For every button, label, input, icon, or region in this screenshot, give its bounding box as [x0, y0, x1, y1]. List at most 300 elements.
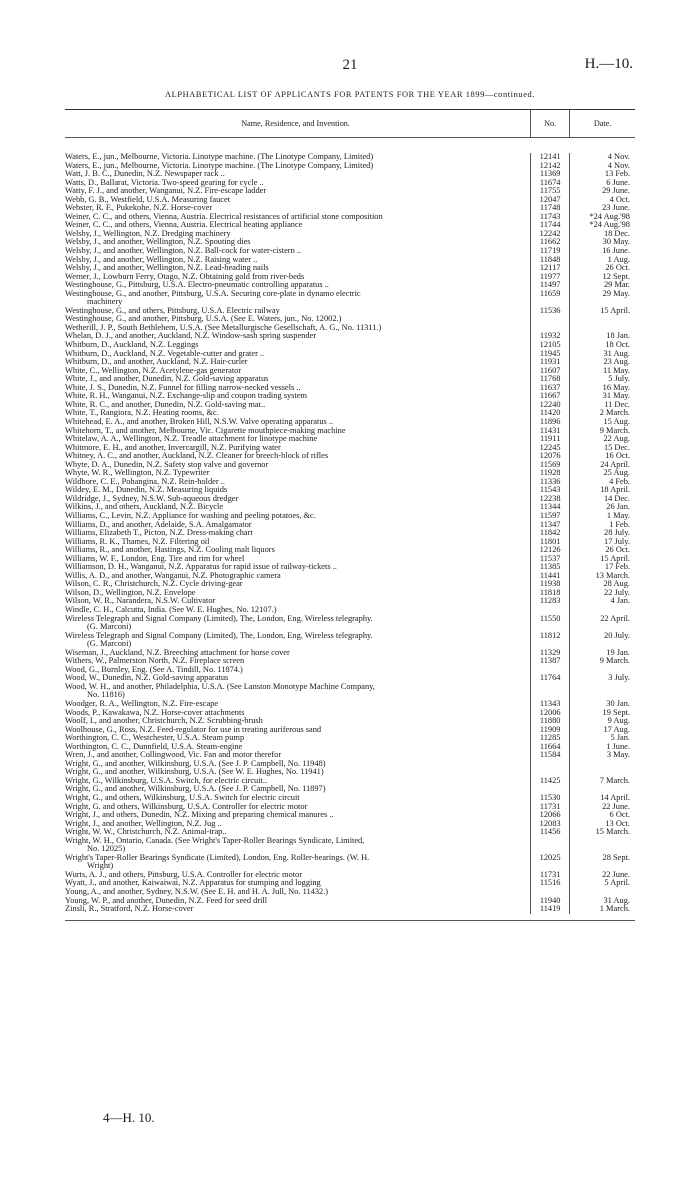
- patent-date: [569, 683, 635, 700]
- patent-number: 11420: [530, 409, 569, 418]
- patent-date: 24 April.: [569, 461, 635, 470]
- applicant-cell: [65, 290, 530, 307]
- patent-date: 4 Nov.: [569, 162, 635, 171]
- patent-date: 4 Feb.: [569, 478, 635, 487]
- patent-number: 11768: [530, 375, 569, 384]
- table-row: [65, 597, 635, 606]
- applicant-cell: [65, 683, 530, 700]
- applicant-text: Whitburn, D., Auckland, N.Z. Leggings: [65, 341, 199, 350]
- patent-date: 16 May.: [569, 384, 635, 393]
- patent-date: 26 Jan.: [569, 503, 635, 512]
- table-row: [65, 290, 635, 307]
- applicant-cell: [65, 811, 530, 820]
- table-row: [65, 683, 635, 700]
- applicant-text: Wright's Taper-Roller Bearings Syndicate (Limited), London, Eng. Roller-bearings. (W. H.: [65, 853, 370, 862]
- applicant-cell: [65, 469, 530, 478]
- patent-number: 11719: [530, 247, 569, 256]
- applicant-cell: [65, 409, 530, 418]
- applicant-cell: [65, 375, 530, 384]
- applicant-text: Wright, G., and another, Wilkinsburg, U.S.A. (See W. E. Hughes, No. 11941): [65, 768, 324, 777]
- patent-number: 11842: [530, 529, 569, 538]
- table-body: [65, 138, 635, 920]
- table-row: [65, 828, 635, 837]
- column-header-date: Date.: [569, 110, 635, 137]
- applicant-text: Wright, G., and others, Wilkinsburg, U.S.A. Switch for electric circuit: [65, 794, 300, 803]
- patent-number: 12238: [530, 495, 569, 504]
- applicant-cell: [65, 666, 530, 675]
- applicant-text: Windle, C. H., Calcutta, India. (See W. E. Hughes, No. 12107.): [65, 605, 277, 614]
- patent-number: 12126: [530, 546, 569, 555]
- patent-number: 11441: [530, 572, 569, 581]
- applicant-cell: [65, 187, 530, 196]
- applicant-cell: [65, 837, 530, 854]
- applicant-cell: [65, 751, 530, 760]
- applicant-cell: [65, 674, 530, 683]
- applicant-text: White, T., Rangiora, N.Z. Heating rooms, &c.: [65, 409, 219, 418]
- patent-date: 28 Aug.: [569, 580, 635, 589]
- applicant-text: Young, A., and another, Sydney, N.S.W. (See E. H. and H. A. Jull, No. 11432.): [65, 888, 329, 897]
- patent-date: 28 Sept.: [569, 854, 635, 871]
- applicant-text: Williams, W. F., London, Eng. Tire and rim for wheel: [65, 554, 245, 563]
- applicant-text: Westinghouse, G., and another, Pittsburg, U.S.A. (See E. Waters, jun., No. 12002.): [65, 315, 342, 324]
- applicant-cell: [65, 546, 530, 555]
- applicant-cell: [65, 264, 530, 273]
- patent-date: *24 Aug.'98: [569, 213, 635, 222]
- applicant-cell: [65, 820, 530, 829]
- applicant-cell: [65, 555, 530, 564]
- applicant-text: White, J., and another, Dunedin, N.Z. Gold-saving apparatus: [65, 375, 269, 384]
- patent-number: 11664: [530, 743, 569, 752]
- patent-date: 2 March.: [569, 409, 635, 418]
- applicant-cell: [65, 606, 530, 615]
- applicant-text: Wilson, C. R., Christchurch, N.Z. Cycle driving-gear: [65, 580, 243, 589]
- applicant-cell: [65, 367, 530, 376]
- patent-date: 6 Oct.: [569, 811, 635, 820]
- patent-number: 11896: [530, 418, 569, 427]
- patent-date: 22 June.: [569, 871, 635, 880]
- applicant-text: Werner, J., Lowburn Ferry, Otago, N.Z. Obtaining gold from river-beds: [65, 272, 305, 281]
- applicant-cell: [65, 768, 530, 777]
- patent-number: 11812: [530, 632, 569, 649]
- applicant-cell: [65, 529, 530, 538]
- applicant-cell: [65, 597, 530, 606]
- patent-number: 11385: [530, 563, 569, 572]
- applicant-text: Wetherill, J. P., South Bethlehem, U.S.A. (See Metallurgische Gesellschaft, A. G., No. 11311.): [65, 323, 382, 332]
- applicant-cell: [65, 213, 530, 222]
- applicant-cell: [65, 785, 530, 794]
- applicant-cell: [65, 478, 530, 487]
- applicant-text: Whitmore, E. H., and another, Invercargill, N.Z. Purifying water: [65, 443, 281, 452]
- applicant-cell: [65, 341, 530, 350]
- applicant-cell: [65, 273, 530, 282]
- applicant-text: Williams, R., and another, Hastings, N.Z. Cooling malt liquors: [65, 546, 275, 555]
- applicant-text: Willis, A. D., and another, Wanganui, N.Z. Photographic camera: [65, 571, 281, 580]
- patent-number: 11550: [530, 615, 569, 632]
- table-row: [65, 751, 635, 760]
- table-row: [65, 837, 635, 854]
- patent-number: 12025: [530, 854, 569, 871]
- applicant-text: Welsby, J., and another, Wellington, N.Z. Lead-heading nails: [65, 264, 269, 273]
- applicant-cell: [65, 281, 530, 290]
- patent-number: 11931: [530, 358, 569, 367]
- applicant-text: Wildey, E. M., Dunedin, N.Z. Measuring liquids: [65, 486, 228, 495]
- applicant-cell: [65, 350, 530, 359]
- patent-number: 12242: [530, 230, 569, 239]
- page-number: 21: [342, 57, 358, 73]
- applicant-cell: [65, 828, 530, 837]
- applicant-text: Wright, J., and another, Wellington, N.Z. Jug ..: [65, 819, 222, 828]
- table-row: [65, 307, 635, 316]
- applicant-cell: [65, 307, 530, 316]
- patent-date: 13 Feb.: [569, 170, 635, 179]
- applicant-text: Whitehead, E. A., and another, Broken Hill, N.S.W. Valve operating apparatus ..: [65, 417, 334, 426]
- patent-number: 11977: [530, 273, 569, 282]
- patent-number: 11940: [530, 897, 569, 906]
- patent-date: 15 Aug.: [569, 418, 635, 427]
- patent-date: 4 Nov.: [569, 153, 635, 162]
- patent-date: 31 Aug.: [569, 897, 635, 906]
- applicant-text: Wright, W. H., Ontario, Canada. (See Wright's Taper-Roller Bearings Syndicate, Limited,: [65, 836, 365, 845]
- patent-number: 11607: [530, 367, 569, 376]
- patent-date: 13 Oct.: [569, 820, 635, 829]
- patent-number: 11659: [530, 290, 569, 307]
- applicant-text: Welsby, J., Wellington, N.Z. Dredging machinery: [65, 229, 231, 238]
- applicant-cell: [65, 803, 530, 812]
- patent-number: 11336: [530, 478, 569, 487]
- page-code: H.—10.: [584, 56, 633, 72]
- patent-number: 11369: [530, 170, 569, 179]
- patent-date: 31 May.: [569, 392, 635, 401]
- patent-number: 11880: [530, 717, 569, 726]
- patent-date: 13 March.: [569, 572, 635, 581]
- applicant-text: White, J. S., Dunedin, N.Z. Funnel for filling narrow-necked vessels ..: [65, 383, 301, 392]
- page-title: ALPHABETICAL LIST OF APPLICANTS FOR PATENTS FOR THE YEAR 1899—continued.: [164, 90, 535, 99]
- applicant-cell: [65, 461, 530, 470]
- applicant-cell: [65, 709, 530, 718]
- patent-number: 11909: [530, 726, 569, 735]
- applicant-text: Watt, J. B. C., Dunedin, N.Z. Newspaper rack ..: [65, 170, 225, 179]
- applicant-text: Wren, J., and another, Collingwood, Vic. Fan and motor therefor: [65, 751, 282, 760]
- patent-date: 9 Aug.: [569, 717, 635, 726]
- footer-signature: 4—H. 10.: [103, 1110, 155, 1125]
- applicant-text-continued: (G. Marconi): [87, 622, 132, 632]
- applicant-text: Waters, E., jun., Melbourne, Victoria. Linotype machine. (The Linotype Company, Limited): [65, 161, 374, 170]
- applicant-cell: [65, 854, 530, 871]
- applicant-text: Wright, W. W., Christchurch, N.Z. Animal-trap..: [65, 828, 227, 837]
- applicant-cell: [65, 153, 530, 162]
- applicant-text: Zinsli, R., Stratford, N.Z. Horse-cover: [65, 905, 194, 914]
- applicant-text: Woodger, R. A., Wellington, N.Z. Fire-escape: [65, 700, 219, 708]
- applicant-text: Wright, G., and another, Wilkinsburg, U.S.A. (See J. P. Campbell, No. 11948): [65, 759, 326, 768]
- applicant-cell: [65, 794, 530, 803]
- patent-number: 11744: [530, 221, 569, 230]
- patent-number: 12141: [530, 153, 569, 162]
- applicant-cell: [65, 358, 530, 367]
- applicant-text: Woolf, I., and another, Christchurch, N.Z. Scrubbing-brush: [65, 717, 263, 726]
- patent-number: [530, 683, 569, 700]
- applicant-text: Wildridge, J., Sydney, N.S.W. Sub-aqueous dredger: [65, 494, 239, 503]
- applicant-text: Wireless Telegraph and Signal Company (Limited), The, London, Eng. Wireless telegraphy.: [65, 631, 373, 640]
- applicant-cell: [65, 580, 530, 589]
- patent-number: 11387: [530, 657, 569, 666]
- applicant-text: Whitelaw, A. A., Wellington, N.Z. Treadle attachment for linotype machine: [65, 435, 318, 444]
- patent-date: 16 June.: [569, 247, 635, 256]
- patent-date: 29 May.: [569, 290, 635, 307]
- patent-date: 17 Feb.: [569, 563, 635, 572]
- patent-date: 26 Oct.: [569, 264, 635, 273]
- applicant-text: White, R. C., and another, Dunedin, N.Z. Gold-saving mat..: [65, 400, 266, 409]
- applicant-text: Wright, G., Wilkinsburg, U.S.A. Switch, for electric circuit..: [65, 776, 268, 785]
- patent-number: 11597: [530, 512, 569, 521]
- patent-date: 25 Aug.: [569, 469, 635, 478]
- patent-number: 11731: [530, 803, 569, 812]
- patent-date: 1 Aug.: [569, 256, 635, 265]
- patent-number: 11419: [530, 905, 569, 914]
- patent-number: 11945: [530, 350, 569, 359]
- applicant-text: Wright, J., and others, Dunedin, N.Z. Mixing and preparing chemical manures ..: [65, 811, 334, 820]
- applicant-text: White, R. H., Wanganui, N.Z. Exchange-slip and coupon trading system: [65, 392, 307, 401]
- patent-number: 11536: [530, 307, 569, 316]
- applicant-text: Webb, G. B., Westfield, U.S.A. Measuring faucet: [65, 195, 231, 204]
- patent-number: 11456: [530, 828, 569, 837]
- patent-number: 11530: [530, 794, 569, 803]
- patent-number: 11343: [530, 700, 569, 709]
- applicant-text: Westinghouse, G., and others, Pittsburg, U.S.A. Electric railway: [65, 306, 280, 315]
- applicant-text: Whelan, D. J., and another, Auckland, N.Z. Window-sash spring suspender: [65, 332, 317, 341]
- applicant-text: Wood, W., Dunedin, N.Z. Gold-saving apparatus: [65, 674, 229, 683]
- table-row: [65, 905, 635, 914]
- patent-number: 11283: [530, 597, 569, 606]
- table-row: [65, 760, 635, 769]
- patent-date: 15 April.: [569, 555, 635, 564]
- patent-number: 11928: [530, 469, 569, 478]
- patent-date: 4 Oct.: [569, 196, 635, 205]
- patent-number: 11543: [530, 486, 569, 495]
- patent-number: 12047: [530, 196, 569, 205]
- patent-number: [530, 315, 569, 324]
- applicant-cell: [65, 521, 530, 530]
- table-header: [65, 110, 635, 138]
- patent-date: 17 Aug.: [569, 726, 635, 735]
- patent-number: 11674: [530, 179, 569, 188]
- patent-date: 22 Aug.: [569, 435, 635, 444]
- patent-date: 5 April.: [569, 879, 635, 888]
- patent-date: 18 Oct.: [569, 341, 635, 350]
- patent-number: 11344: [530, 503, 569, 512]
- applicant-text: Weiner, C. C., and others, Vienna, Austria. Electrical resistances of artificial stone composition: [65, 212, 383, 221]
- applicant-cell: [65, 589, 530, 598]
- patent-date: 30 Jan.: [569, 700, 635, 709]
- patent-date: 22 July.: [569, 589, 635, 598]
- applicant-cell: [65, 734, 530, 743]
- applicant-text: Watty, F. J., and another, Wanganui, N.Z. Fire-escape ladder: [65, 187, 267, 196]
- applicant-cell: [65, 538, 530, 547]
- patent-number: 12076: [530, 452, 569, 461]
- patent-date: 11 May.: [569, 367, 635, 376]
- applicant-text: Westinghouse, G., Pittsburg, U.S.A. Electro-pneumatic controlling apparatus ..: [65, 281, 329, 290]
- patent-number: 11938: [530, 580, 569, 589]
- patent-date: 20 July.: [569, 632, 635, 649]
- patent-number: [530, 760, 569, 769]
- applicant-text: Waters, E., jun., Melbourne, Victoria. Linotype machine. (The Linotype Company, Limited): [65, 153, 374, 161]
- applicant-text: Whitehorn, T., and another, Melbourne, Vic. Cigarette mouthpiece-making machine: [65, 426, 346, 435]
- table-row: [65, 315, 635, 324]
- patent-date: 19 Jan.: [569, 649, 635, 658]
- patent-date: 18 Jan.: [569, 332, 635, 341]
- patent-date: 16 Oct.: [569, 452, 635, 461]
- applicant-cell: [65, 170, 530, 179]
- applicant-cell: [65, 503, 530, 512]
- applicant-cell: [65, 897, 530, 906]
- applicant-cell: [65, 444, 530, 453]
- applicant-cell: [65, 384, 530, 393]
- applicant-cell: [65, 486, 530, 495]
- patent-number: 12240: [530, 401, 569, 410]
- applicant-cell: [65, 179, 530, 188]
- patent-number: 12105: [530, 341, 569, 350]
- applicant-cell: [65, 230, 530, 239]
- patent-date: 15 Dec.: [569, 444, 635, 453]
- applicant-text: Wiseman, J., Auckland, N.Z. Breeching attachment for horse cover: [65, 648, 290, 657]
- applicant-text: Woods, P., Kawakawa, N.Z. Horse-cover attachments: [65, 708, 245, 717]
- applicant-text: Watts, D., Ballarat, Victoria. Two-speed gearing for cycle ..: [65, 178, 264, 187]
- patent-date: *24 Aug.'98: [569, 221, 635, 230]
- applicant-cell: [65, 726, 530, 735]
- applicant-text: Welsby, J., and another, Wellington, N.Z. Spouting dies: [65, 238, 251, 247]
- patent-date: 1 Feb.: [569, 521, 635, 530]
- table-row: [65, 777, 635, 786]
- patent-date: 28 July.: [569, 529, 635, 538]
- applicant-cell: [65, 196, 530, 205]
- applicant-cell: [65, 871, 530, 880]
- applicant-cell: [65, 324, 530, 333]
- applicant-text: Westinghouse, G., and another, Pittsburg, U.S.A. Securing core-plate in dynamo electric: [65, 289, 361, 298]
- applicant-text: Williams, C., Levin, N.Z. Appliance for washing and peeling potatoes, &c.: [65, 511, 316, 520]
- applicant-text: Woolhouse, G., Ross, N.Z. Feed-regulator for use in treating auriferous sand: [65, 725, 322, 734]
- patent-number: 11285: [530, 734, 569, 743]
- patent-date: 14 April.: [569, 794, 635, 803]
- patent-date: 5 Jan.: [569, 734, 635, 743]
- applicant-text: Welsby, J., and another, Wellington, N.Z. Ball-cock for water-cistern ..: [65, 247, 302, 256]
- column-header-name: Name, Residence, and Invention.: [241, 119, 350, 128]
- applicant-text: Welsby, J., and another, Wellington, N.Z. Raising water ..: [65, 255, 258, 264]
- patent-date: 12 Sept.: [569, 273, 635, 282]
- patent-number: 11347: [530, 521, 569, 530]
- applicant-text: Whyte, D. A., Dunedin, N.Z. Safety stop valve and governor: [65, 460, 269, 469]
- applicant-cell: [65, 563, 530, 572]
- patent-date: 23 Aug.: [569, 358, 635, 367]
- applicant-text-continued: No. 12025): [87, 844, 126, 854]
- patent-date: 3 May.: [569, 751, 635, 760]
- patent-date: [569, 315, 635, 324]
- patent-number: 11662: [530, 238, 569, 247]
- patent-number: 11431: [530, 427, 569, 436]
- patent-number: 11516: [530, 879, 569, 888]
- patent-table: [65, 109, 635, 921]
- applicant-cell: [65, 905, 530, 914]
- patent-date: 15 April.: [569, 307, 635, 316]
- applicant-text: Wright, G., and another, Wilkinsburg, U.S.A. (See J. P. Campbell, No. 11897): [65, 785, 326, 794]
- patent-date: 14 Dec.: [569, 495, 635, 504]
- applicant-text: Withers, W., Palmerston North, N.Z. Fireplace screen: [65, 657, 245, 666]
- applicant-cell: [65, 162, 530, 171]
- applicant-text: Worthington, C. C., Westchester, U.S.A. Steam pump: [65, 734, 245, 743]
- applicant-cell: [65, 247, 530, 256]
- applicant-cell: [65, 743, 530, 752]
- applicant-text-continued: machinery: [87, 297, 123, 307]
- patent-date: 22 April.: [569, 615, 635, 632]
- applicant-cell: [65, 615, 530, 632]
- table-row: [65, 657, 635, 666]
- patent-date: 30 May.: [569, 238, 635, 247]
- patent-date: 17 July.: [569, 538, 635, 547]
- patent-date: 4 Jan.: [569, 597, 635, 606]
- patent-number: 11748: [530, 204, 569, 213]
- applicant-text: Wilkins, J., and others, Auckland, N.Z. Bicycle: [65, 503, 224, 512]
- applicant-cell: [65, 632, 530, 649]
- patent-number: 11569: [530, 461, 569, 470]
- table-row: [65, 632, 635, 649]
- patent-date: 31 Aug.: [569, 350, 635, 359]
- applicant-cell: [65, 427, 530, 436]
- applicant-text: Williamson, D. H., Wanganui, N.Z. Apparatus for rapid issue of railway-tickets ..: [65, 563, 337, 572]
- patent-number: 11848: [530, 256, 569, 265]
- applicant-text: Webster, R. F., Pukekohe, N.Z. Horse-cover: [65, 204, 213, 213]
- patent-number: 11801: [530, 538, 569, 547]
- patent-number: 11932: [530, 332, 569, 341]
- patent-number: 12117: [530, 264, 569, 273]
- patent-date: 26 Oct.: [569, 546, 635, 555]
- table-row: [65, 615, 635, 632]
- patent-number: 11755: [530, 187, 569, 196]
- patent-number: 11537: [530, 555, 569, 564]
- patent-date: 18 Dec.: [569, 230, 635, 239]
- patent-number: 12142: [530, 162, 569, 171]
- applicant-cell: [65, 204, 530, 213]
- patent-number: 11584: [530, 751, 569, 760]
- patent-date: 7 March.: [569, 777, 635, 786]
- applicant-cell: [65, 392, 530, 401]
- patent-number: [530, 837, 569, 854]
- patent-number: 12245: [530, 444, 569, 453]
- applicant-cell: [65, 649, 530, 658]
- applicant-text: Whitburn, D., and another, Auckland, N.Z. Hair-curler: [65, 358, 248, 367]
- applicant-cell: [65, 657, 530, 666]
- applicant-text: Wilson, D., Wellington, N.Z. Envelope: [65, 588, 196, 597]
- table-row: [65, 879, 635, 888]
- applicant-cell: [65, 418, 530, 427]
- patent-date: 15 March.: [569, 828, 635, 837]
- applicant-text: Wood, W. H., and another, Philadelphia, U.S.A. (See Lanston Monotype Machine Company,: [65, 682, 375, 691]
- applicant-cell: [65, 401, 530, 410]
- patent-date: 9 March.: [569, 657, 635, 666]
- applicant-text: Worthington, C. C., Dunnfield, U.S.A. Steam-engine: [65, 742, 243, 751]
- patent-number: 12006: [530, 709, 569, 718]
- applicant-text: Whitney, A. C., and another, Auckland, N.Z. Cleaner for breech-block of rifles: [65, 452, 329, 461]
- patent-date: 1 May.: [569, 512, 635, 521]
- patent-number: 12083: [530, 820, 569, 829]
- applicant-text: Williams, R. K., Thames, N.Z. Filtering oil: [65, 537, 210, 546]
- applicant-cell: [65, 777, 530, 786]
- patent-date: 11 Dec.: [569, 401, 635, 410]
- patent-number: 11764: [530, 674, 569, 683]
- patent-date: 29 Mar.: [569, 281, 635, 290]
- patent-date: 1 June.: [569, 743, 635, 752]
- applicant-cell: [65, 495, 530, 504]
- applicant-text: Whitburn, D., Auckland, N.Z. Vegetable-cutter and grater ..: [65, 349, 265, 358]
- patent-date: 6 June.: [569, 179, 635, 188]
- patent-date: 23 June.: [569, 204, 635, 213]
